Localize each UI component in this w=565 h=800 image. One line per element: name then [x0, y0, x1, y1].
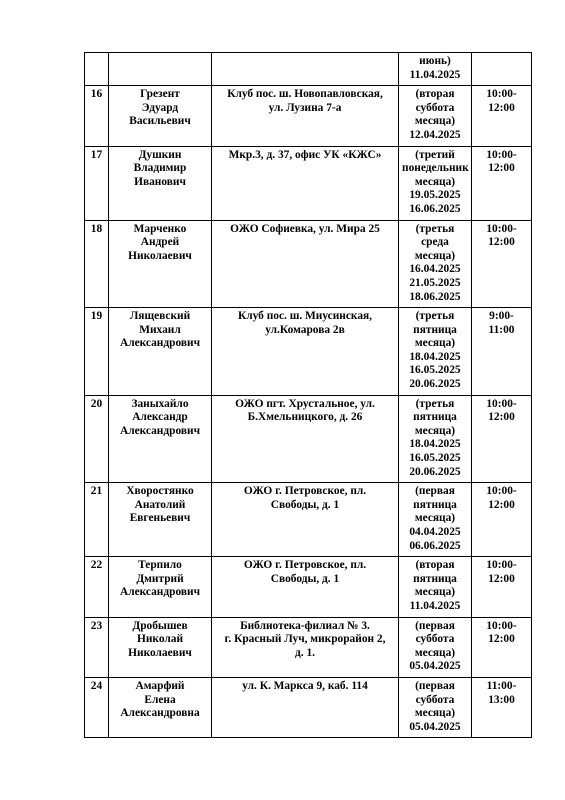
- table-row: [85, 308, 532, 396]
- table-row: [85, 617, 532, 677]
- reception-place-cell: ОЖО пгт. Хрустальное, ул. Б.Хмельницкого, д. 26: [212, 395, 399, 483]
- reception-dates-cell: (первая суббота месяца) 05.04.2025: [399, 617, 472, 677]
- reception-dates-cell: (вторая суббота месяца) 12.04.2025: [399, 86, 472, 146]
- reception-place-cell: Клуб пос. ш. Новопавловская, ул. Лузина 7-а: [212, 86, 399, 146]
- table-row: [85, 557, 532, 617]
- person-name-cell: Марченко Андрей Николаевич: [109, 220, 212, 308]
- reception-time-cell: 10:00- 12:00: [472, 395, 532, 483]
- person-name-cell: Амарфий Елена Александровна: [109, 677, 212, 737]
- reception-time-cell: 10:00- 12:00: [472, 146, 532, 220]
- schedule-rows: [85, 53, 532, 738]
- reception-dates-cell: (первая суббота месяца) 05.04.2025: [399, 677, 472, 737]
- row-number-cell: 16: [85, 86, 109, 146]
- table-row: [85, 483, 532, 557]
- person-name-cell: Лящевский Михаил Александрович: [109, 308, 212, 396]
- row-number-cell: 22: [85, 557, 109, 617]
- reception-time-cell: 10:00- 12:00: [472, 86, 532, 146]
- reception-place-cell: ОЖО г. Петровское, пл. Свободы, д. 1: [212, 557, 399, 617]
- person-name-cell: Дробышев Николай Николаевич: [109, 617, 212, 677]
- reception-place-cell: [212, 53, 399, 86]
- reception-time-cell: [472, 53, 532, 86]
- person-name-cell: Заныхайло Александр Александрович: [109, 395, 212, 483]
- reception-time-cell: 10:00- 12:00: [472, 483, 532, 557]
- person-name-cell: Грезент Эдуард Васильевич: [109, 86, 212, 146]
- person-name-cell: [109, 53, 212, 86]
- reception-place-cell: ОЖО г. Петровское, пл. Свободы, д. 1: [212, 483, 399, 557]
- reception-time-cell: 10:00- 12:00: [472, 617, 532, 677]
- reception-dates-cell: июнь) 11.04.2025: [399, 53, 472, 86]
- row-number-cell: 19: [85, 308, 109, 396]
- person-name-cell: Терпило Дмитрий Александрович: [109, 557, 212, 617]
- reception-time-cell: 10:00- 12:00: [472, 557, 532, 617]
- row-number-cell: 20: [85, 395, 109, 483]
- reception-dates-cell: (третья пятница месяца) 18.04.2025 16.05.2025 20.06.2025: [399, 395, 472, 483]
- reception-place-cell: ОЖО Софиевка, ул. Мира 25: [212, 220, 399, 308]
- reception-dates-cell: (первая пятница месяца) 04.04.2025 06.06.2025: [399, 483, 472, 557]
- person-name-cell: Душкин Владимир Иванович: [109, 146, 212, 220]
- reception-dates-cell: (вторая пятница месяца) 11.04.2025: [399, 557, 472, 617]
- reception-place-cell: Библиотека-филиал № 3. г. Красный Луч, микрорайон 2, д. 1.: [212, 617, 399, 677]
- schedule-table: [84, 52, 532, 738]
- reception-place-cell: Мкр.3, д. 37, офис УК «КЖС»: [212, 146, 399, 220]
- table-row: [85, 220, 532, 308]
- table-row: [85, 86, 532, 146]
- reception-time-cell: 9:00- 11:00: [472, 308, 532, 396]
- reception-place-cell: Клуб пос. ш. Миусинская, ул.Комарова 2в: [212, 308, 399, 396]
- row-number-cell: 21: [85, 483, 109, 557]
- reception-dates-cell: (третья среда месяца) 16.04.2025 21.05.2025 18.06.2025: [399, 220, 472, 308]
- row-number-cell: 17: [85, 146, 109, 220]
- reception-time-cell: 10:00- 12:00: [472, 220, 532, 308]
- row-number-cell: 18: [85, 220, 109, 308]
- row-number-cell: 23: [85, 617, 109, 677]
- row-number-cell: [85, 53, 109, 86]
- table-row: [85, 395, 532, 483]
- row-number-cell: 24: [85, 677, 109, 737]
- table-row: [85, 146, 532, 220]
- table-row: [85, 677, 532, 737]
- reception-dates-cell: (третий понедельник месяца) 19.05.2025 16.06.2025: [399, 146, 472, 220]
- reception-dates-cell: (третья пятница месяца) 18.04.2025 16.05.2025 20.06.2025: [399, 308, 472, 396]
- reception-place-cell: ул. К. Маркса 9, каб. 114: [212, 677, 399, 737]
- table-row: [85, 53, 532, 86]
- person-name-cell: Хворостянко Анатолий Евгеньевич: [109, 483, 212, 557]
- reception-time-cell: 11:00- 13:00: [472, 677, 532, 737]
